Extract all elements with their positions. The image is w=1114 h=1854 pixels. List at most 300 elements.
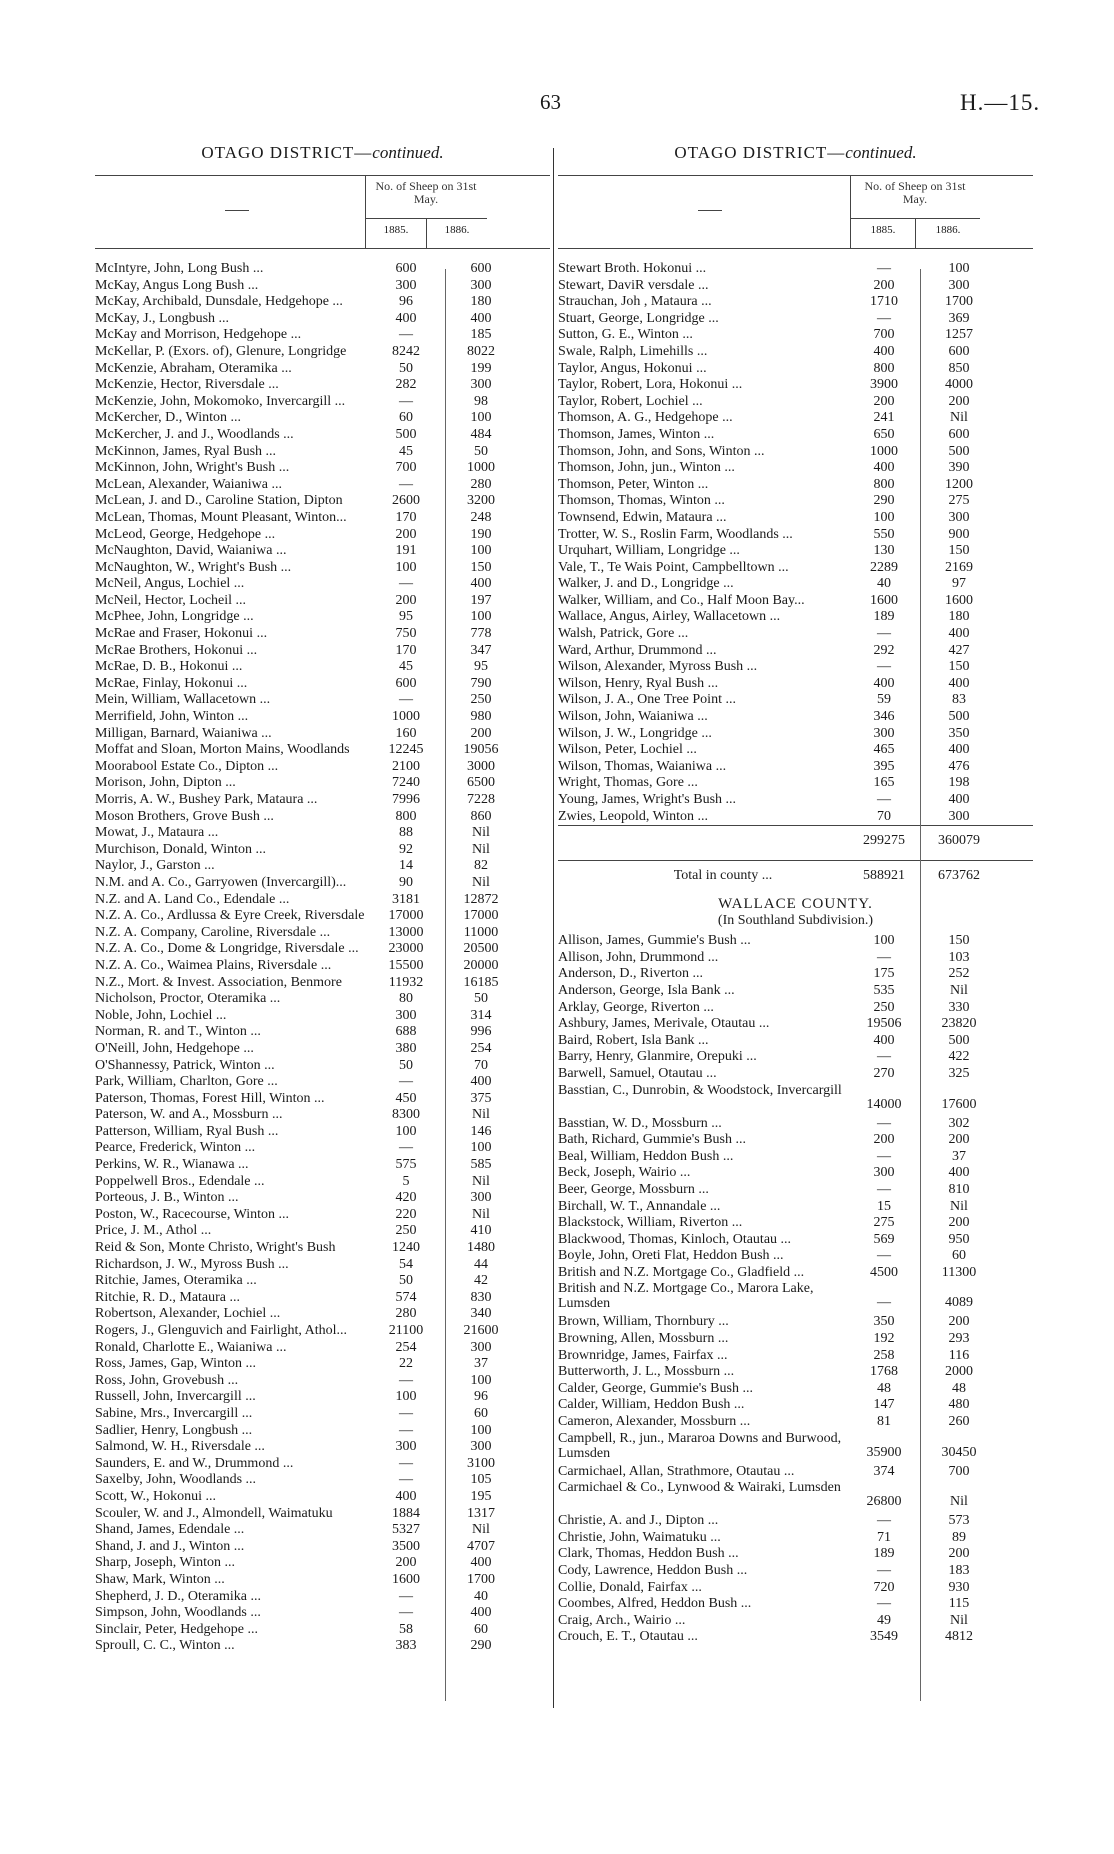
table-row [558, 294, 1033, 311]
sheep-1885: 50 [399, 360, 413, 376]
sheep-1886: 1700 [467, 1571, 495, 1587]
owner-name: Baird, Robert, Isla Bank ... [558, 1032, 709, 1048]
table-row [558, 1000, 1033, 1017]
sheep-1885: 1600 [392, 1571, 420, 1587]
table-row [95, 1489, 550, 1506]
owner-name: McKay and Morrison, Hedgehope ... [95, 327, 302, 343]
table-row [95, 278, 550, 295]
owner-name: Arklay, George, Riverton ... [558, 999, 714, 1015]
sheep-1885: 14000 [866, 1096, 902, 1112]
sheep-1885: 575 [395, 1157, 417, 1173]
sheep-1885: 300 [395, 1439, 417, 1455]
sheep-1885: 383 [395, 1638, 417, 1654]
table-row [95, 444, 550, 461]
sheep-1886: 347 [470, 642, 492, 658]
sheep-1885: 241 [873, 410, 895, 426]
sheep-1885: 1000 [392, 709, 420, 725]
table-row [558, 510, 1033, 527]
sheep-1885: 13000 [388, 924, 424, 940]
owner-name: Scouler, W. and J., Almondell, Waimatuku [95, 1505, 333, 1521]
sheep-1885: 189 [873, 609, 895, 625]
owner-name: Thomson, A. G., Hedgehope ... [558, 410, 733, 426]
owner-name: Wright, Thomas, Gore ... [558, 775, 698, 791]
owner-name: Sabine, Mrs., Invercargill ... [95, 1405, 253, 1421]
sheep-1886: 89 [952, 1529, 966, 1545]
sheep-1885: 200 [395, 592, 417, 608]
sheep-1886: 37 [474, 1356, 488, 1372]
owner-name: McKercher, J. and J., Woodlands ... [95, 426, 294, 442]
table-row [558, 1199, 1033, 1216]
table-row [95, 1356, 550, 1373]
sheep-1885: 95 [399, 609, 413, 625]
sheep-1885: 7996 [392, 792, 420, 807]
sheep-1886: 200 [948, 1215, 970, 1231]
sheep-1885: — [399, 576, 413, 592]
sheep-1885: 275 [873, 1215, 895, 1231]
sheep-1885: 147 [873, 1397, 895, 1413]
sheep-1886: 300 [470, 1439, 492, 1455]
sheep-1886: 200 [948, 393, 970, 409]
table-row [95, 1190, 550, 1207]
sheep-1885: 688 [395, 1024, 417, 1040]
owner-name: Murchison, Donald, Winton ... [95, 841, 267, 857]
table-row [95, 261, 550, 278]
owner-name: Simpson, John, Woodlands ... [95, 1605, 261, 1621]
table-row [558, 1066, 1033, 1083]
sheep-1886: 254 [470, 1040, 492, 1056]
year-1885-header: 1885. [851, 218, 915, 249]
sheep-1886: 1700 [945, 294, 973, 310]
sheep-1885: 1768 [870, 1364, 898, 1380]
owner-name: McKellar, P. (Exors. of), Glenure, Longridge [95, 343, 347, 359]
sheep-1885: 70 [877, 808, 891, 824]
sheep-1886: 330 [948, 999, 970, 1015]
owner-name: McKinnon, John, Wright's Bush ... [95, 460, 290, 476]
owner-name: Basstian, W. D., Mossburn ... [558, 1115, 722, 1131]
sheep-1885: 1884 [392, 1505, 420, 1521]
sheep-1886: 600 [470, 261, 492, 276]
sheep-1885: 48 [877, 1380, 891, 1396]
sheep-1886: 98 [474, 393, 488, 409]
table-row [95, 1174, 550, 1191]
owner-name: Blackwood, Thomas, Kinloch, Otautau ... [558, 1231, 792, 1247]
table-row [95, 875, 550, 892]
owner-name: Butterworth, J. L., Mossburn ... [558, 1364, 735, 1380]
owner-name: Cameron, Alexander, Mossburn ... [558, 1414, 751, 1430]
right-column [558, 143, 1033, 1646]
owner-name: Salmond, W. H., Riversdale ... [95, 1439, 265, 1455]
sheep-1885: 45 [399, 443, 413, 459]
sheep-1886: 422 [948, 1049, 970, 1065]
owner-name: Beer, George, Mossburn ... [558, 1181, 709, 1197]
sheep-1886: Nil [950, 1494, 968, 1510]
table-row [95, 1306, 550, 1323]
table-row [95, 908, 550, 925]
sheep-1885: — [877, 1248, 891, 1264]
sheep-1886: 12872 [463, 891, 499, 907]
owner-name: McRae and Fraser, Hokonui ... [95, 626, 268, 642]
sheep-1885: 54 [399, 1256, 413, 1272]
sheep-1886: 16185 [463, 974, 499, 990]
table-row [558, 1232, 1033, 1249]
table-row [558, 278, 1033, 295]
sheep-1886: 40 [474, 1588, 488, 1604]
table-row [95, 1340, 550, 1357]
table-row [558, 1563, 1033, 1580]
sheep-1886: 290 [470, 1638, 492, 1654]
table-row [95, 1008, 550, 1025]
table-row [95, 1506, 550, 1523]
wallace-county-heading: WALLACE COUNTY. (In Southland Subdivision.) [717, 896, 874, 929]
sheep-1886: 375 [470, 1090, 492, 1106]
table-row [95, 477, 550, 494]
sheep-1885: — [399, 476, 413, 492]
sheep-1886: Nil [472, 1173, 490, 1189]
sheep-1886: 4000 [945, 377, 973, 393]
sheep-1886: 850 [948, 360, 970, 376]
owner-name: O'Neill, John, Hedgehope ... [95, 1040, 254, 1056]
sheep-1885: 465 [873, 742, 895, 758]
table-row [95, 327, 550, 344]
owner-name: Russell, John, Invercargill ... [95, 1389, 256, 1405]
table-row [558, 1546, 1033, 1563]
sheep-1885: 50 [399, 1273, 413, 1289]
table-row [558, 593, 1033, 610]
owner-name: Browning, Allen, Mossburn ... [558, 1331, 729, 1347]
table-row [558, 809, 1033, 826]
sheep-1885: 17000 [388, 908, 424, 924]
owner-name: Beck, Joseph, Wairio ... [558, 1165, 691, 1181]
sheep-1885: 300 [873, 725, 895, 741]
sheep-1885: 700 [395, 460, 417, 476]
sheep-1886: 300 [948, 277, 970, 293]
name-column-dash [698, 210, 722, 211]
sheep-1886: 11300 [941, 1264, 977, 1280]
owner-name: Poppelwell Bros., Edendale ... [95, 1173, 265, 1189]
sheep-1885: 800 [395, 808, 417, 824]
sheep-1885: 90 [399, 874, 413, 890]
sheep-1885: 600 [395, 675, 417, 691]
sheep-1885: 254 [395, 1339, 417, 1355]
sheep-1885: — [877, 626, 891, 642]
sheep-1886: 300 [470, 1339, 492, 1355]
sheep-1886: 116 [948, 1347, 970, 1363]
owner-name: Ronald, Charlotte E., Waianiwa ... [95, 1339, 287, 1355]
sheep-1886: Nil [472, 841, 490, 857]
table-row [558, 1049, 1033, 1066]
owner-name: Stewart Broth. Hokonui ... [558, 261, 707, 276]
sheep-1885: 11932 [388, 974, 424, 990]
sheep-1886: 100 [470, 410, 492, 426]
table-row [558, 460, 1033, 477]
left-table-body [95, 261, 550, 1655]
owner-name: Park, William, Charlton, Gore ... [95, 1074, 278, 1090]
owner-name: Carmichael, Allan, Strathmore, Otautau ... [558, 1463, 795, 1479]
sheep-1885: 650 [873, 426, 895, 442]
sheep-1886: 150 [948, 543, 970, 559]
owner-name: McNaughton, W., Wright's Bush ... [95, 559, 292, 575]
owner-name: Shaw, Mark, Winton ... [95, 1571, 225, 1587]
sheep-1886: 280 [470, 476, 492, 492]
owner-name: Ross, James, Gap, Winton ... [95, 1356, 256, 1372]
sheep-1885: 380 [395, 1040, 417, 1056]
sheep-1886: 44 [474, 1256, 488, 1272]
sheep-1886: Nil [950, 410, 968, 426]
owner-name: McIntyre, John, Long Bush ... [95, 261, 264, 276]
owner-name: Beal, William, Heddon Bush ... [558, 1148, 734, 1164]
table-row [558, 726, 1033, 743]
owner-name: N.Z. A. Co., Waimea Plains, Riversdale ... [95, 957, 332, 973]
sheep-1886: 950 [948, 1231, 970, 1247]
table-row [95, 543, 550, 560]
owner-name: Shand, J. and J., Winton ... [95, 1538, 245, 1554]
sheep-1885: — [399, 1422, 413, 1438]
table-row [558, 1613, 1033, 1630]
sheep-1886: 500 [948, 709, 970, 725]
sheep-1886: 778 [470, 626, 492, 642]
owner-name: Carmichael & Co., Lynwood & Wairaki, Lumsden [558, 1480, 841, 1496]
table-row [95, 593, 550, 610]
year-1886-header: 1886. [426, 218, 487, 249]
sheep-1886: 427 [948, 642, 970, 658]
table-row [558, 659, 1033, 676]
owner-name: Taylor, Robert, Lora, Hokonui ... [558, 377, 743, 393]
table-row [95, 1273, 550, 1290]
sheep-1885: 191 [395, 543, 417, 559]
sheep-1886: 314 [470, 1007, 492, 1023]
table-row [558, 327, 1033, 344]
owner-name: British and N.Z. Mortgage Co., Marora Lake, Lumsden [558, 1281, 814, 1312]
table-row [558, 1530, 1033, 1547]
sheep-1886: 37 [952, 1148, 966, 1164]
sheep-1886: Nil [472, 1107, 490, 1123]
table-row [95, 1522, 550, 1539]
sheep-1886: 302 [948, 1115, 970, 1131]
sheep-1885: 400 [395, 310, 417, 326]
table-row [95, 609, 550, 626]
sheep-1885: — [399, 692, 413, 708]
owner-name: Stuart, George, Longridge ... [558, 310, 719, 326]
sheep-1886: 400 [948, 1165, 970, 1181]
sheep-1886: Nil [472, 1206, 490, 1222]
owner-name: Blackstock, William, Riverton ... [558, 1215, 743, 1231]
sheep-1886: 200 [948, 1546, 970, 1562]
table-row [558, 1364, 1033, 1381]
sheep-1886: 600 [948, 426, 970, 442]
sheep-1886: Nil [950, 982, 968, 998]
sheep-1886: 150 [470, 559, 492, 575]
owner-name: N.Z. and A. Land Co., Edendale ... [95, 891, 290, 907]
table-row [95, 941, 550, 958]
sheep-1885: 14 [399, 858, 413, 874]
sheep-1885: 395 [873, 758, 895, 774]
table-row [95, 1124, 550, 1141]
sheep-1886: 400 [948, 675, 970, 691]
sheep-1885: 160 [395, 725, 417, 741]
owner-name: Calder, William, Heddon Bush ... [558, 1397, 745, 1413]
sheep-1886: 300 [948, 808, 970, 824]
sheep-count-header: No. of Sheep on 31st May. 1885. 1886. [365, 176, 486, 248]
sheep-1886: 200 [470, 725, 492, 741]
owner-name: Brown, William, Thornbury ... [558, 1314, 729, 1330]
owner-name: McKercher, D., Winton ... [95, 410, 241, 426]
sheep-1886: 8022 [467, 343, 495, 359]
sheep-1886: 2169 [945, 559, 973, 575]
owner-name: Morris, A. W., Bushey Park, Mataura ... [95, 792, 318, 807]
table-row [95, 991, 550, 1008]
sheep-1885: 200 [873, 1132, 895, 1148]
owner-name: Moorabool Estate Co., Dipton ... [95, 758, 279, 774]
owner-name: Crouch, E. T., Otautau ... [558, 1629, 698, 1645]
owner-name: McKay, J., Longbush ... [95, 310, 230, 326]
sheep-1886: 325 [948, 1065, 970, 1081]
sheep-1885: 40 [877, 576, 891, 592]
sheep-1886: 980 [470, 709, 492, 725]
sheep-1886: 700 [948, 1463, 970, 1479]
sheep-1885: 374 [873, 1463, 895, 1479]
sheep-1886: 180 [470, 294, 492, 310]
owner-name: Sadlier, Henry, Longbush ... [95, 1422, 253, 1438]
sheep-1885: — [877, 1563, 891, 1578]
table-row [95, 1406, 550, 1423]
owner-name: Campbell, R., jun., Mararoa Downs and Burwood, Lumsden [558, 1430, 842, 1461]
sheep-1885: — [399, 1605, 413, 1621]
owner-name: Ashbury, James, Merivale, Otautau ... [558, 1016, 770, 1032]
sheep-1886: 390 [948, 460, 970, 476]
sheep-1886: 6500 [467, 775, 495, 791]
owner-name: British and N.Z. Mortgage Co., Gladfield ... [558, 1264, 805, 1280]
owner-name: Trotter, W. S., Roslin Farm, Woodlands ... [558, 526, 793, 542]
owner-name: Ritchie, James, Oteramika ... [95, 1273, 257, 1289]
table-row [558, 543, 1033, 560]
sheep-1886: 400 [948, 742, 970, 758]
sheep-1886: 183 [948, 1563, 970, 1578]
owner-name: Saxelby, John, Woodlands ... [95, 1472, 257, 1488]
sheep-1886: Nil [472, 1522, 490, 1538]
owner-name: Anderson, George, Isla Bank ... [558, 982, 735, 998]
sheep-1885: 2289 [870, 559, 898, 575]
session-reference: H.—15. [960, 90, 1041, 115]
sheep-1886: 500 [948, 443, 970, 459]
table-row [558, 692, 1033, 709]
table-row [95, 493, 550, 510]
table-row [558, 1431, 1033, 1464]
sheep-1886: 199 [470, 360, 492, 376]
owner-name: Moffat and Sloan, Morton Mains, Woodlands [95, 742, 350, 758]
sheep-1886: 300 [948, 509, 970, 525]
owner-name: Shepherd, J. D., Oteramika ... [95, 1588, 262, 1604]
sheep-1886: 3200 [467, 493, 495, 509]
right-table-body-otago [558, 261, 1033, 825]
table-row [558, 1348, 1033, 1365]
sheep-1885: 175 [873, 966, 895, 982]
sheep-1886: 350 [948, 725, 970, 741]
right-column-rule [920, 269, 921, 1701]
sheep-1886: 860 [470, 808, 492, 824]
sheep-1886: 95 [474, 659, 488, 675]
table-row [95, 1041, 550, 1058]
table-row [558, 1116, 1033, 1133]
name-column-dash [225, 210, 249, 211]
sheep-1885: 5327 [392, 1522, 420, 1538]
table-row [95, 1091, 550, 1108]
sheep-1886: 400 [470, 576, 492, 592]
sheep-1886: 1317 [467, 1505, 495, 1521]
table-row [95, 1572, 550, 1589]
page-number: 63 [540, 90, 561, 114]
table-row [95, 427, 550, 444]
owner-name: Robertson, Alexander, Lochiel ... [95, 1306, 281, 1322]
sheep-1886: 275 [948, 493, 970, 509]
table-row [95, 1589, 550, 1606]
owner-name: Boyle, John, Oreti Flat, Heddon Bush ... [558, 1248, 784, 1264]
column-divider [553, 148, 554, 1708]
table-row [558, 1265, 1033, 1282]
owner-name: McKay, Archibald, Dunsdale, Hedgehope ... [95, 294, 343, 310]
owner-name: Thomson, John, jun., Winton ... [558, 460, 735, 476]
table-row [95, 1622, 550, 1639]
sheep-1885: 3900 [870, 377, 898, 393]
owner-name: Allison, John, Drummond ... [558, 949, 719, 965]
table-row [558, 1182, 1033, 1199]
owner-name: McNaughton, David, Waianiwa ... [95, 543, 287, 559]
right-column-title: OTAGO DISTRICT—continued. [674, 143, 917, 162]
owner-name: McKinnon, James, Ryal Bush ... [95, 443, 277, 459]
sheep-1885: 800 [873, 476, 895, 492]
table-row [95, 709, 550, 726]
owner-name: McNeil, Hector, Locheil ... [95, 592, 247, 608]
sheep-1885: 100 [395, 1389, 417, 1405]
sheep-1886: 400 [470, 1074, 492, 1090]
table-row [558, 444, 1033, 461]
sheep-1885: 2600 [392, 493, 420, 509]
owner-name: Wilson, Peter, Lochiel ... [558, 742, 697, 758]
table-row [558, 1281, 1033, 1314]
sheep-1885: 400 [873, 675, 895, 691]
sheep-1886: 248 [470, 509, 492, 525]
table-row [558, 1397, 1033, 1414]
table-row [558, 643, 1033, 660]
sheep-1885: 59 [877, 692, 891, 708]
owner-name: Bath, Richard, Gummie's Bush ... [558, 1132, 747, 1148]
table-row [558, 1580, 1033, 1597]
owner-name: McKenzie, Abraham, Oteramika ... [95, 360, 292, 376]
sheep-1885: — [877, 659, 891, 675]
table-row [95, 842, 550, 859]
sheep-1885: 700 [873, 327, 895, 343]
sheep-1885: 720 [873, 1579, 895, 1595]
sheep-1885: 400 [873, 343, 895, 359]
sheep-1885: 400 [873, 460, 895, 476]
table-row [95, 1223, 550, 1240]
sheep-1885: — [399, 1455, 413, 1471]
table-row [558, 676, 1033, 693]
sheep-1886: 23820 [941, 1016, 977, 1032]
table-row [95, 726, 550, 743]
sheep-1885: — [877, 310, 891, 326]
table-row [95, 1456, 550, 1473]
owner-name: Christie, John, Waimatuku ... [558, 1529, 721, 1545]
sheep-1886: 180 [948, 609, 970, 625]
owner-name: Merrifield, John, Winton ... [95, 709, 249, 725]
table-row [558, 427, 1033, 444]
sheep-1885: — [877, 1513, 891, 1529]
sheep-1886: 4812 [945, 1629, 973, 1645]
table-row [558, 1016, 1033, 1033]
table-row [558, 709, 1033, 726]
sheep-1885: 300 [873, 1165, 895, 1181]
owner-name: Thomson, James, Winton ... [558, 426, 715, 442]
